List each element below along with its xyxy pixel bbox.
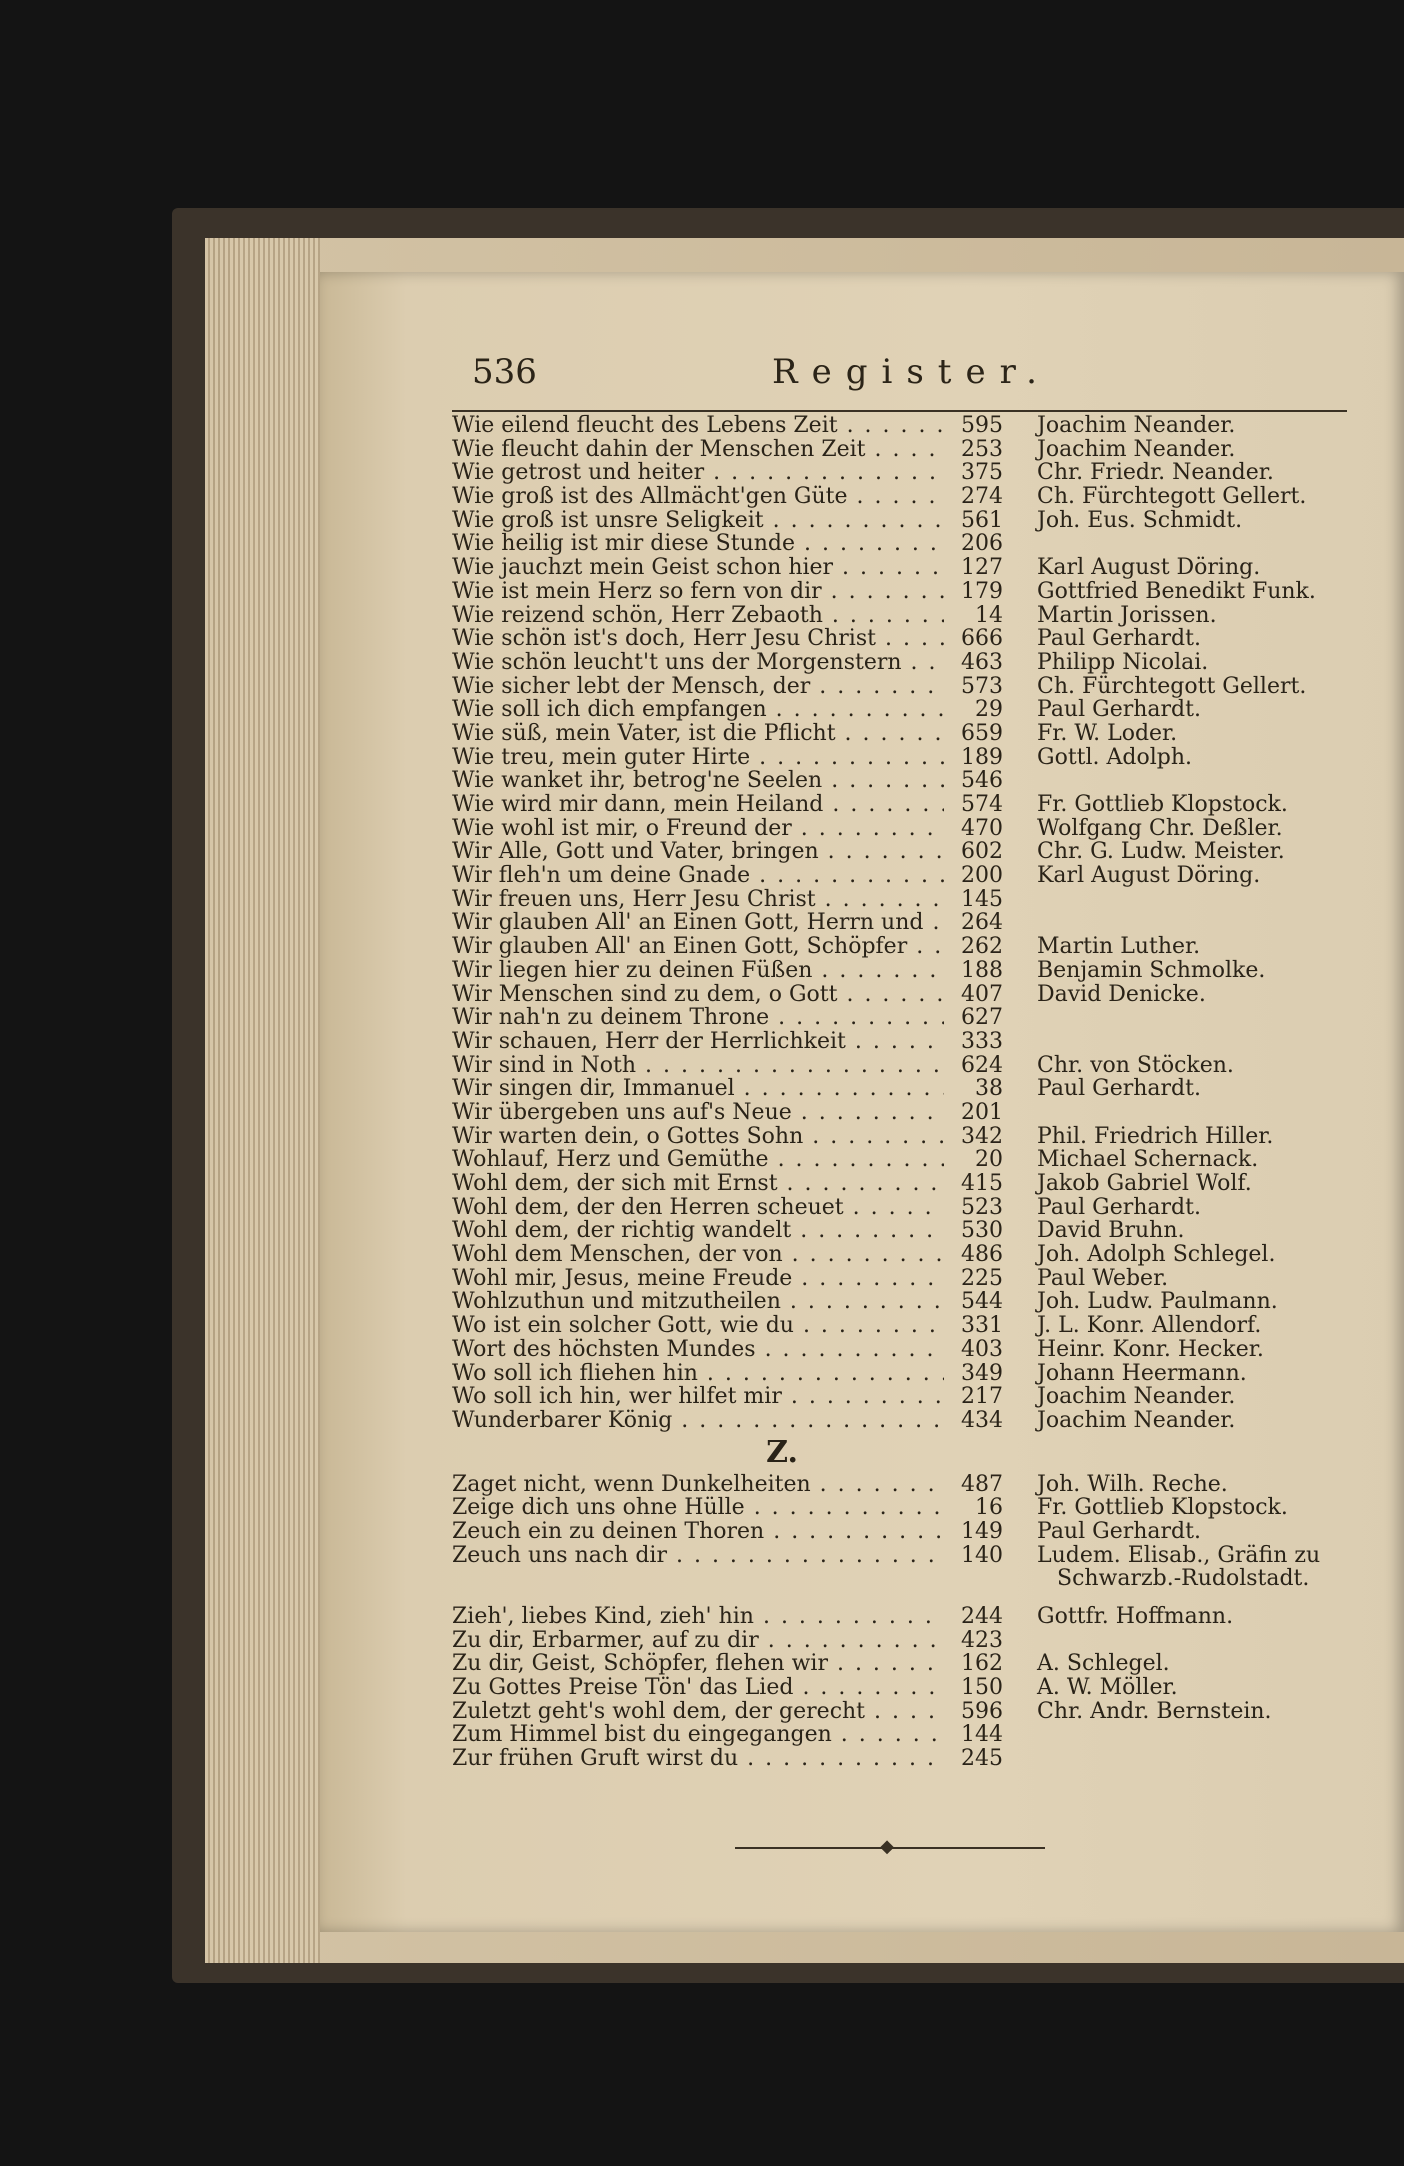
register-entry: [452, 1520, 1352, 1544]
first-line: Wir nah'n zu deinem Throne . . .: [452, 1006, 944, 1030]
author-name: Paul Gerhardt.: [1037, 697, 1201, 723]
spacer: [452, 1591, 1352, 1605]
hymn-number: 262: [961, 934, 1003, 960]
first-line: Zu Gottes Preise Tön' das Lied . . .: [452, 1676, 944, 1700]
author-name: Chr. Andr. Bernstein.: [1037, 1698, 1272, 1724]
register-entry: [452, 580, 1352, 604]
hymn-number: 407: [961, 981, 1003, 1007]
author-name: Jakob Gabriel Wolf.: [1037, 1171, 1252, 1196]
author-name: Ch. Fürchtegott Gellert.: [1037, 673, 1307, 699]
register-entry: [452, 935, 1352, 959]
author-name: Ch. Fürchtegott Gellert.: [1037, 484, 1307, 510]
hymn-number: 333: [961, 1028, 1003, 1054]
register-entry: [452, 817, 1352, 841]
first-line: Zu dir, Erbarmer, auf zu dir . . .: [452, 1629, 944, 1653]
register-entry: [452, 1267, 1352, 1291]
register-entry: [452, 864, 1352, 888]
register-entry: [452, 1629, 1352, 1653]
register-entry: [452, 840, 1352, 864]
hymn-number: 38: [975, 1076, 1003, 1102]
register-entry: [452, 1314, 1352, 1338]
author-name: Philipp Nicolai.: [1037, 649, 1209, 675]
register-entry: [452, 1652, 1352, 1676]
register-entry: [452, 1362, 1352, 1386]
author-name: Karl August Döring.: [1037, 863, 1261, 889]
first-line: Wo ist ein solcher Gott, wie du . . .: [452, 1314, 944, 1338]
running-head: Register.: [772, 352, 1051, 392]
hymn-number: 523: [961, 1194, 1003, 1220]
register-entry: [452, 1544, 1352, 1568]
first-line: Zur frühen Gruft wirst du . . .: [452, 1747, 944, 1771]
first-line: Wie fleucht dahin der Menschen Zeit . . .: [452, 438, 944, 462]
first-line: Wie groß ist unsre Seligkeit . . .: [452, 509, 944, 533]
author-name: Chr. von Stöcken.: [1037, 1052, 1234, 1078]
first-line: Wir freuen uns, Herr Jesu Christ . . .: [452, 888, 944, 912]
author-name: Karl August Döring.: [1037, 555, 1261, 581]
author-continuation: Schwarzb.-Rudolstadt.: [1057, 1566, 1310, 1592]
hymn-number: 274: [961, 484, 1003, 510]
hymn-number: 217: [961, 1384, 1003, 1410]
hymn-number: 596: [961, 1698, 1003, 1724]
hymn-number: 375: [961, 460, 1003, 486]
hymn-number: 487: [961, 1471, 1003, 1497]
hymn-number: 423: [961, 1627, 1003, 1653]
register-entry: [452, 1125, 1352, 1149]
first-line: Zeige dich uns ohne Hülle . . .: [452, 1496, 944, 1520]
hymn-number: 16: [975, 1495, 1003, 1521]
author-name: Chr. Friedr. Neander.: [1037, 460, 1274, 486]
register-entry: [452, 461, 1352, 485]
first-line: Wir glauben All' an Einen Gott, Herrn und . . .: [452, 911, 944, 935]
first-line: Wie schön leucht't uns der Morgenstern . . .: [452, 651, 944, 675]
first-line: Zum Himmel bist du eingegangen . . .: [452, 1723, 944, 1747]
author-name: Gottfried Benedikt Funk.: [1037, 578, 1316, 604]
register-entry: [452, 1290, 1352, 1314]
register-entry: [452, 651, 1352, 675]
hymn-number: 403: [961, 1336, 1003, 1362]
first-line: Wir Menschen sind zu dem, o Gott . . .: [452, 983, 944, 1007]
register-entry: [452, 1196, 1352, 1220]
author-name: Gottfr. Hoffmann.: [1037, 1604, 1234, 1629]
author-name: Heinr. Konr. Hecker.: [1037, 1336, 1264, 1362]
hymn-number: 331: [961, 1313, 1003, 1339]
author-name: Chr. G. Ludw. Meister.: [1037, 839, 1285, 865]
first-line: Wie ist mein Herz so fern von dir . . .: [452, 580, 944, 604]
hymn-number: 561: [961, 507, 1003, 533]
register-entry: [452, 983, 1352, 1007]
register-entry: [452, 793, 1352, 817]
first-line: Wie heilig ist mir diese Stunde . . .: [452, 532, 944, 556]
hymn-number: 463: [961, 649, 1003, 675]
hymn-number: 140: [961, 1542, 1003, 1568]
author-name: A. W. Möller.: [1037, 1675, 1178, 1701]
first-line: Wo soll ich hin, wer hilfet mir . . .: [452, 1385, 944, 1409]
hymn-number: 574: [961, 792, 1003, 817]
author-name: Joh. Adolph Schlegel.: [1037, 1242, 1276, 1268]
author-name: A. Schlegel.: [1037, 1651, 1170, 1677]
author-name: Paul Gerhardt.: [1037, 1076, 1201, 1102]
author-name: Michael Schernack.: [1037, 1147, 1259, 1173]
author-name: David Bruhn.: [1037, 1218, 1185, 1244]
first-line: Wohl dem, der sich mit Ernst . . .: [452, 1172, 944, 1196]
register-entry: [452, 604, 1352, 628]
author-name: Martin Jorissen.: [1037, 602, 1217, 628]
hymn-number: 544: [961, 1289, 1003, 1315]
first-line: Wohl dem, der den Herren scheuet . . .: [452, 1196, 944, 1220]
register-entry: [452, 675, 1352, 699]
hymn-number: 200: [961, 863, 1003, 889]
hymn-number: 595: [961, 413, 1003, 438]
author-name: Joachim Neander.: [1037, 1384, 1236, 1410]
author-name: Phil. Friedrich Hiller.: [1037, 1123, 1274, 1149]
register-entry: [452, 509, 1352, 533]
register-entry: [452, 698, 1352, 722]
hymn-number: 189: [961, 744, 1003, 770]
register-entry: [452, 532, 1352, 556]
author-name: Paul Gerhardt.: [1037, 1194, 1201, 1220]
hymn-number: 666: [961, 626, 1003, 652]
hymn-number: 20: [975, 1147, 1003, 1173]
register-entry: [452, 1030, 1352, 1054]
register-entry: [452, 1409, 1352, 1433]
hymn-number: 144: [961, 1722, 1003, 1748]
register-entry: [452, 1219, 1352, 1243]
header-rule: [452, 410, 1347, 412]
first-line: Wir fleh'n um deine Gnade . . .: [452, 864, 944, 888]
first-line: Wie sicher lebt der Mensch, der . . .: [452, 675, 944, 699]
section-letter: Z.: [766, 1434, 798, 1470]
register-entry: [452, 1605, 1352, 1629]
hymn-number: 546: [961, 768, 1003, 794]
page-edges: [205, 238, 320, 1963]
author-name: Fr. W. Loder.: [1037, 720, 1178, 746]
first-line: Wir glauben All' an Einen Gott, Schöpfer . . .: [452, 935, 944, 959]
hymn-number: 573: [961, 673, 1003, 699]
hymn-number: 14: [975, 602, 1003, 628]
author-name: Joh. Eus. Schmidt.: [1037, 507, 1243, 533]
hymn-number: 470: [961, 815, 1003, 841]
hymn-number: 150: [961, 1675, 1003, 1701]
author-name: Paul Gerhardt.: [1037, 626, 1201, 652]
first-line: Wir Alle, Gott und Vater, bringen . . .: [452, 840, 944, 864]
author-name: Benjamin Schmolke.: [1037, 957, 1266, 983]
register-entry: [452, 556, 1352, 580]
hymn-number: 253: [961, 436, 1003, 462]
hymn-number: 149: [961, 1518, 1003, 1544]
first-line: Zeuch ein zu deinen Thoren . . .: [452, 1520, 944, 1544]
hymn-number: 225: [961, 1265, 1003, 1291]
first-line: Wie süß, mein Vater, ist die Pflicht . . .: [452, 722, 944, 746]
hymn-number: 127: [961, 555, 1003, 581]
register-entry: [452, 414, 1352, 438]
register-list: [452, 414, 1352, 1771]
author-name: Wolfgang Chr. Deßler.: [1037, 815, 1283, 841]
first-line: Wunderbarer König . . .: [452, 1409, 944, 1433]
hymn-number: 349: [961, 1360, 1003, 1386]
page-number: 536: [472, 352, 537, 392]
register-entry: [452, 1243, 1352, 1267]
first-line: Wie treu, mein guter Hirte . . .: [452, 746, 944, 770]
hymn-number: 29: [975, 697, 1003, 723]
first-line: Wir schauen, Herr der Herrlichkeit . . .: [452, 1030, 944, 1054]
first-line: Wohlzuthun und mitzutheilen . . .: [452, 1290, 944, 1314]
register-entry: [452, 1054, 1352, 1078]
first-line: Wir liegen hier zu deinen Füßen . . .: [452, 959, 944, 983]
author-name: Paul Gerhardt.: [1037, 1518, 1201, 1544]
footer-ornament: ◆: [880, 1836, 894, 1857]
first-line: Wo soll ich fliehen hin . . .: [452, 1362, 944, 1386]
register-entry: [452, 959, 1352, 983]
hymn-number: 659: [961, 720, 1003, 746]
first-line: Wie wird mir dann, mein Heiland . . .: [452, 793, 944, 817]
page-header: [472, 352, 1352, 402]
author-name: Fr. Gottlieb Klopstock.: [1037, 1495, 1288, 1521]
first-line: Wohlauf, Herz und Gemüthe . . .: [452, 1148, 944, 1172]
hymn-number: 434: [961, 1407, 1003, 1433]
first-line: Wie reizend schön, Herr Zebaoth . . .: [452, 604, 944, 628]
hymn-number: 179: [961, 578, 1003, 604]
register-entry: [452, 1006, 1352, 1030]
author-name: Joh. Ludw. Paulmann.: [1037, 1289, 1278, 1315]
author-name: Joh. Wilh. Reche.: [1037, 1471, 1228, 1497]
hymn-number: 162: [961, 1651, 1003, 1677]
register-entry: [452, 438, 1352, 462]
hymn-number: 264: [961, 910, 1003, 936]
register-entry: [452, 1723, 1352, 1747]
hymn-number: 602: [961, 839, 1003, 865]
first-line: Wohl dem Menschen, der von . . .: [452, 1243, 944, 1267]
author-name: Joachim Neander.: [1037, 436, 1236, 462]
hymn-number: 245: [961, 1746, 1003, 1772]
register-entry: [452, 1338, 1352, 1362]
author-name: Joachim Neander.: [1037, 1407, 1236, 1433]
hymn-number: 624: [961, 1052, 1003, 1078]
first-line: Zieh', liebes Kind, zieh' hin . . .: [452, 1605, 944, 1629]
author-name: Gottl. Adolph.: [1037, 744, 1193, 770]
author-name: Johann Heermann.: [1037, 1360, 1247, 1386]
first-line: Wie schön ist's doch, Herr Jesu Christ . . .: [452, 627, 944, 651]
first-line: Wie jauchzt mein Geist schon hier . . .: [452, 556, 944, 580]
hymn-number: 486: [961, 1242, 1003, 1268]
author-name: David Denicke.: [1037, 981, 1206, 1007]
first-line: Wohl mir, Jesus, meine Freude . . .: [452, 1267, 944, 1291]
author-name: Joachim Neander.: [1037, 413, 1236, 438]
hymn-number: 145: [961, 886, 1003, 912]
author-name: Martin Luther.: [1037, 934, 1201, 960]
hymn-number: 530: [961, 1218, 1003, 1244]
author-name: Fr. Gottlieb Klopstock.: [1037, 792, 1288, 817]
first-line: Wir übergeben uns auf's Neue . . .: [452, 1101, 944, 1125]
register-entry: [452, 1473, 1352, 1497]
first-line: Wie groß ist des Allmächt'gen Güte . . .: [452, 485, 944, 509]
first-line: Wie eilend fleucht des Lebens Zeit . . .: [452, 414, 944, 438]
register-entry: [452, 1101, 1352, 1125]
register-entry: [452, 485, 1352, 509]
register-entry: [452, 911, 1352, 935]
first-line: Wohl dem, der richtig wandelt . . .: [452, 1219, 944, 1243]
first-line: Wie soll ich dich empfangen . . .: [452, 698, 944, 722]
register-entry: [452, 1676, 1352, 1700]
first-line: Wort des höchsten Mundes . . .: [452, 1338, 944, 1362]
hymn-number: 244: [961, 1604, 1003, 1629]
first-line: Zuletzt geht's wohl dem, der gerecht . . .: [452, 1700, 944, 1724]
first-line: Wie wohl ist mir, o Freund der . . .: [452, 817, 944, 841]
register-entry: [452, 722, 1352, 746]
first-line: Wir warten dein, o Gottes Sohn . . .: [452, 1125, 944, 1149]
first-line: Wir singen dir, Immanuel . . .: [452, 1077, 944, 1101]
register-entry: [452, 1747, 1352, 1771]
first-line: Zeuch uns nach dir . . .: [452, 1544, 944, 1568]
first-line: Wir sind in Noth . . .: [452, 1054, 944, 1078]
author-name: Paul Weber.: [1037, 1265, 1169, 1291]
register-entry: [452, 1496, 1352, 1520]
register-entry: [452, 627, 1352, 651]
hymn-number: 627: [961, 1005, 1003, 1031]
hymn-number: 342: [961, 1123, 1003, 1149]
register-entry: [452, 1148, 1352, 1172]
author-name: J. L. Konr. Allendorf.: [1037, 1313, 1262, 1339]
hymn-number: 201: [961, 1099, 1003, 1125]
register-entry: [452, 1700, 1352, 1724]
register-entry: [452, 1385, 1352, 1409]
author-name: Ludem. Elisab., Gräfin zu: [1037, 1542, 1321, 1568]
hymn-number: 188: [961, 957, 1003, 983]
first-line: Zu dir, Geist, Schöpfer, flehen wir . . .: [452, 1652, 944, 1676]
register-entry: [452, 1077, 1352, 1101]
first-line: Wie wanket ihr, betrog'ne Seelen . . .: [452, 769, 944, 793]
hymn-number: 415: [961, 1171, 1003, 1196]
register-entry: [452, 746, 1352, 770]
first-line: Wie getrost und heiter . . .: [452, 461, 944, 485]
register-entry: [452, 769, 1352, 793]
register-entry: [452, 888, 1352, 912]
hymn-number: 206: [961, 531, 1003, 557]
first-line: Zaget nicht, wenn Dunkelheiten . . .: [452, 1473, 944, 1497]
register-entry: [452, 1172, 1352, 1196]
